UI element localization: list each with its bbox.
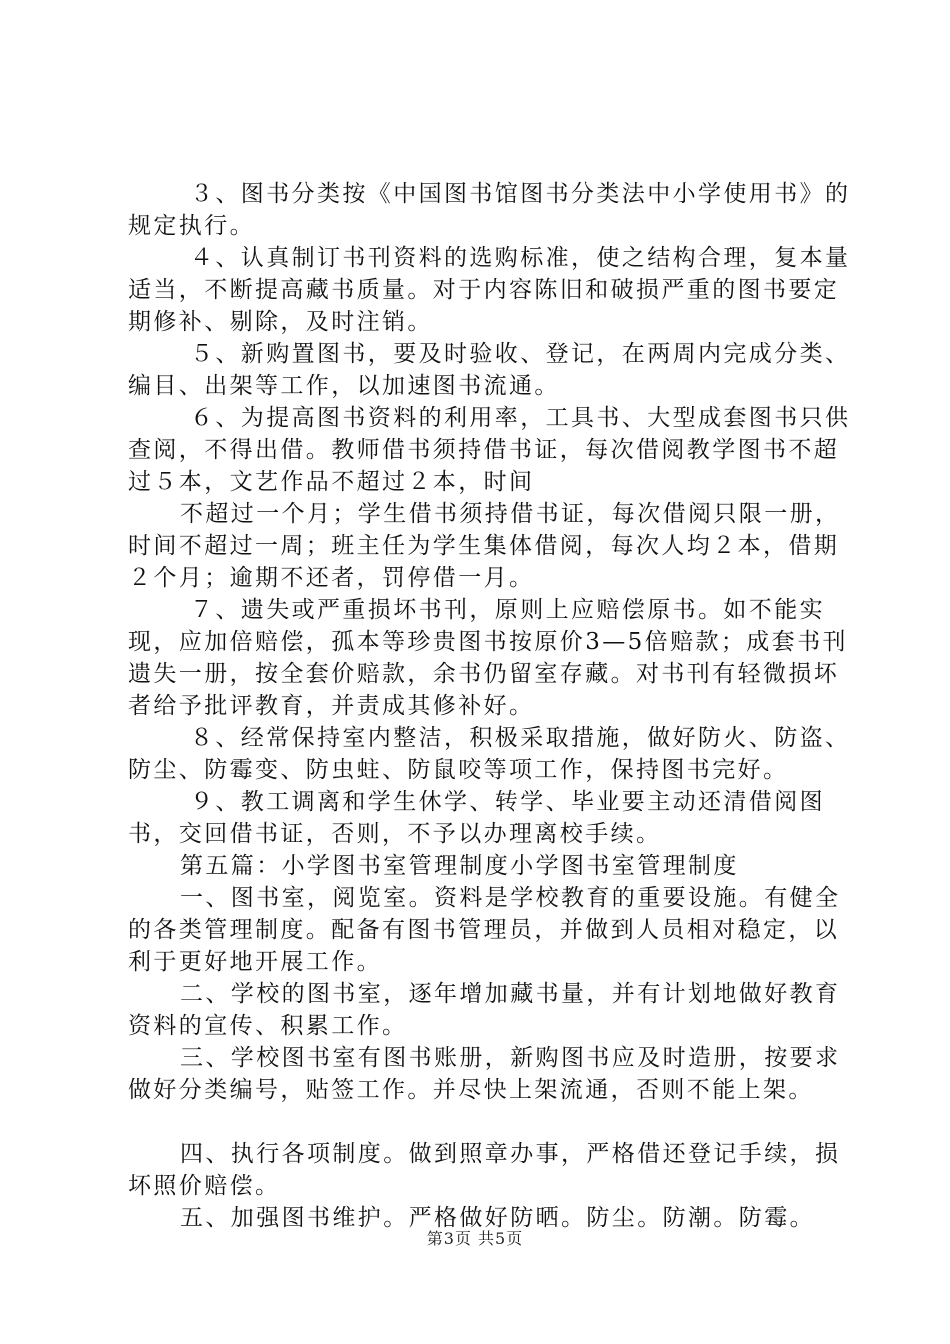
- page-number-footer: 第3页 共5页: [426, 1229, 524, 1248]
- paragraph-rule-6-continued: 不超过一个月；学生借书须持借书证，每次借阅只限一册，时间不超过一周；班主任为学生集体借阅，每次人均２本，借期２个月；逾期不还者，罚停借一月。: [128, 501, 841, 591]
- paragraph-rule-9: ９、教工调离和学生休学、转学、毕业要主动还清借阅图书，交回借书证，否则，不予以办理离校手续。: [128, 789, 825, 847]
- paragraph-section-5: 五、加强图书维护。严格做好防晒。防尘。防潮。防霉。: [180, 1205, 815, 1231]
- paragraph-section-3: 三、学校图书室有图书账册，新购图书应及时造册，按要求做好分类编号，贴签工作。并尽快上架流通，否则不能上架。: [128, 1045, 841, 1103]
- paragraph-rule-3: ３、图书分类按《中国图书馆图书分类法中小学使用书》的规定执行。: [128, 181, 851, 239]
- paragraph-section-2: 二、学校的图书室，逐年增加藏书量，并有计划地做好教育资料的宣传、积累工作。: [128, 981, 841, 1039]
- paragraph-rule-7: ７、遗失或严重损坏书刊，原则上应赔偿原书。如不能实现，应加倍赔偿，孤本等珍贵图书按原价3—5倍赔款；成套书刊遗失一册，按全套价赔款，余书仍留室存藏。对书刊有轻微损坏者给予批评教育，并责成其修补好。: [128, 597, 848, 719]
- paragraph-rule-8: ８、经常保持室内整洁，积极采取措施，做好防火、防盗、防尘、防霉变、防虫蛀、防鼠咬等项工作，保持图书完好。: [128, 725, 851, 783]
- paragraph-rule-5: ５、新购置图书，要及时验收、登记，在两周内完成分类、编目、出架等工作，以加速图书流通。: [128, 341, 851, 399]
- paragraph-rule-4: ４、认真制订书刊资料的选购标准，使之结构合理，复本量适当，不断提高藏书质量。对于内容陈旧和破损严重的图书要定期修补、剔除，及时注销。: [128, 245, 851, 335]
- document-body: [128, 178, 858, 1234]
- paragraph-section-4: 四、执行各项制度。做到照章办事，严格借还登记手续，损坏照价赔偿。: [128, 1141, 841, 1199]
- paragraph-rule-6: ６、为提高图书资料的利用率，工具书、大型成套图书只供查阅，不得出借。教师借书须持借书证，每次借阅教学图书不超过５本，文艺作品不超过２本，时间: [128, 405, 851, 495]
- section-heading-part-5: 第五篇：小学图书室管理制度小学图书室管理制度: [180, 853, 739, 879]
- paragraph-section-1: 一、图书室，阅览室。资料是学校教育的重要设施。有健全的各类管理制度。配备有图书管理员，并做到人员相对稳定，以利于更好地开展工作。: [128, 885, 841, 975]
